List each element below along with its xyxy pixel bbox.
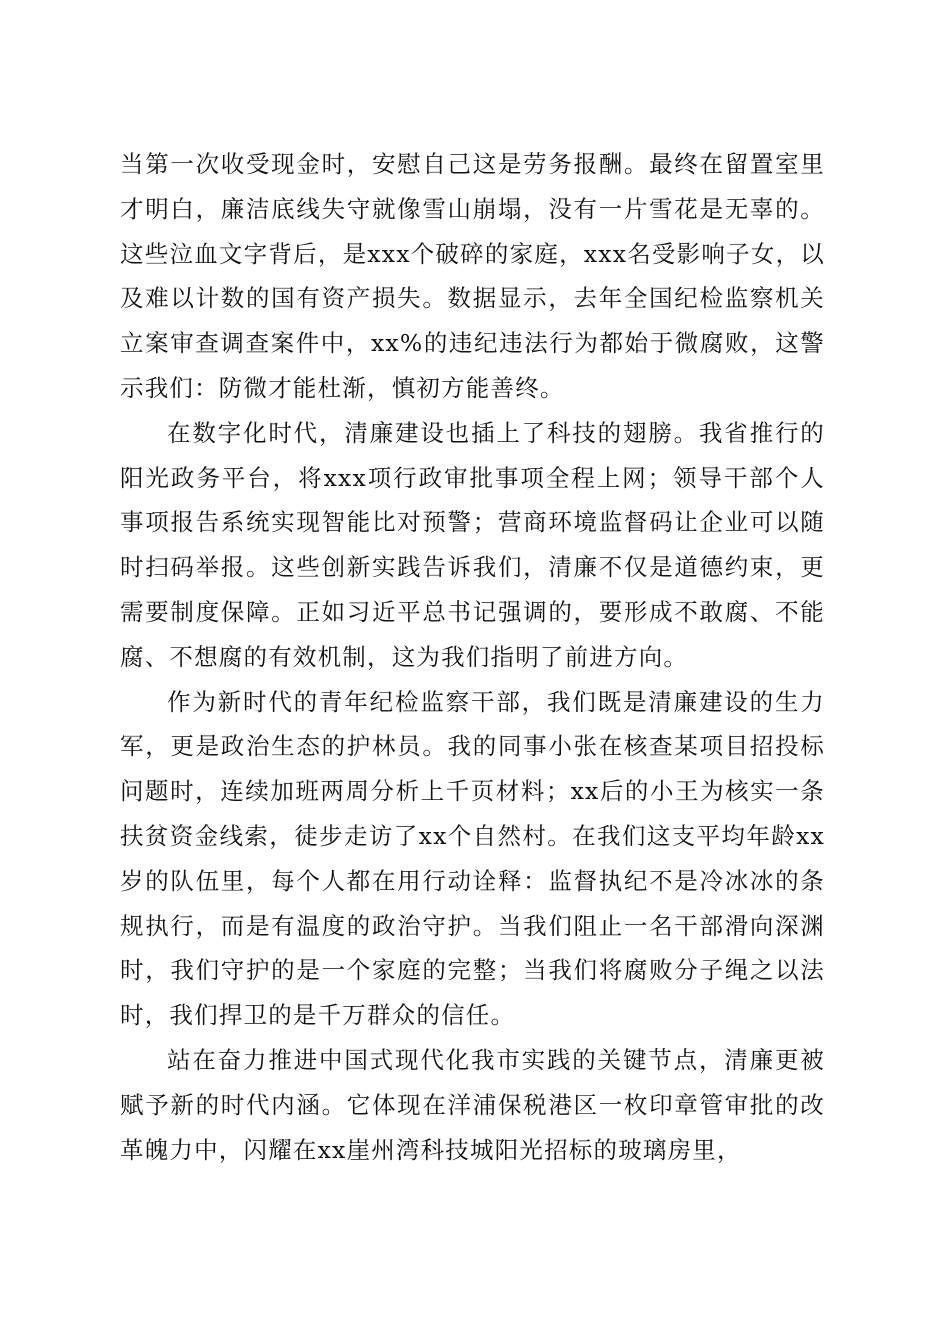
paragraph-3: 作为新时代的青年纪检监察干部，我们既是清廉建设的生力军，更是政治生态的护林员。我的同事小张在核查某项目招投标问题时，连续加班两周分析上千页材料；xx后的小王为核实一条扶贫资金线索，徒步走访了xx个自然村。在我们这支平均年龄xx岁的队伍里，每个人都在用行动诠释：监督执纪不是冷冰冰的条规执行，而是有温度的政治守护。当我们阻止一名干部滑向深渊时，我们守护的是一个家庭的完整；当我们将腐败分子绳之以法时，我们捍卫的是千万群众的信任。 (120, 687, 825, 1030)
document-body (120, 142, 825, 1172)
paragraph-4: 站在奋力推进中国式现代化我市实践的关键节点，清廉更被赋予新的时代内涵。它体现在洋浦保税港区一枚印章管审批的改革魄力中，闪耀在xx崖州湾科技城阳光招标的玻璃房里， (120, 1045, 825, 1164)
paragraph-1: 当第一次收受现金时，安慰自己这是劳务报酬。最终在留置室里才明白，廉洁底线失守就像雪山崩塌，没有一片雪花是无辜的。这些泣血文字背后，是xxx个破碎的家庭，xxx名受影响子女，以及难以计数的国有资产损失。数据显示，去年全国纪检监察机关立案审查调查案件中，xx%的违纪违法行为都始于微腐败，这警示我们：防微才能杜渐，慎初方能善终。 (120, 150, 825, 402)
paragraph-2: 在数字化时代，清廉建设也插上了科技的翅膀。我省推行的阳光政务平台，将xxx项行政审批事项全程上网；领导干部个人事项报告系统实现智能比对预警；营商环境监督码让企业可以随时扫码举报。这些创新实践告诉我们，清廉不仅是道德约束，更需要制度保障。正如习近平总书记强调的，要形成不敢腐、不能腐、不想腐的有效机制，这为我们指明了前进方向。 (120, 418, 825, 671)
